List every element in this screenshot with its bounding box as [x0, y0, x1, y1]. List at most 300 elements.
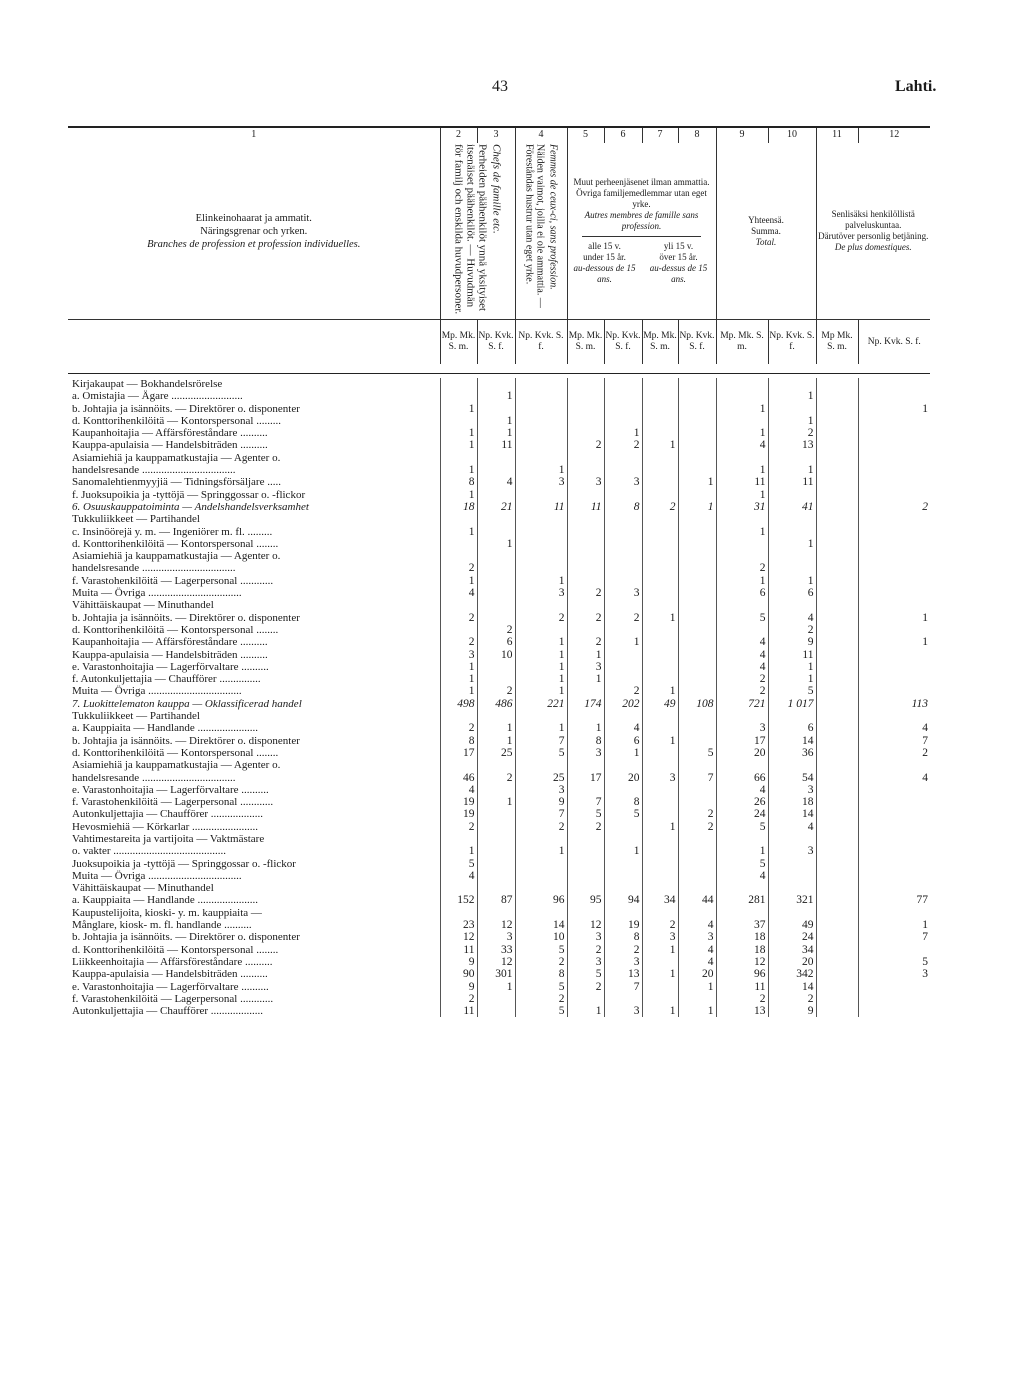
- cell-col-9: [716, 452, 768, 464]
- cell-col-8: [678, 513, 716, 525]
- cell-col-11: [816, 390, 858, 402]
- cell-col-10: 9: [768, 636, 816, 648]
- cell-col-6: [604, 403, 642, 415]
- cell-col-4: [515, 624, 567, 636]
- cell-col-2: 8: [440, 476, 477, 488]
- cell-col-11: [816, 747, 858, 759]
- row-label: Asiamiehiä ja kauppamatkustajia — Agenter o.: [72, 759, 281, 772]
- cell-col-5: [567, 550, 604, 562]
- cell-col-10: [768, 526, 816, 538]
- cell-col-2: [440, 833, 477, 845]
- cell-col-9: 13: [716, 1005, 768, 1017]
- cell-col-8: 1: [678, 501, 716, 513]
- cell-col-11: [816, 562, 858, 574]
- cell-col-2: 1: [440, 489, 477, 501]
- cell-col-10: 2: [768, 427, 816, 439]
- cell-col-9: 1: [716, 526, 768, 538]
- cell-col-12: [858, 587, 930, 599]
- cell-col-7: [642, 378, 678, 390]
- cell-col-7: [642, 784, 678, 796]
- cell-col-11: [816, 612, 858, 624]
- cell-col-9: 4: [716, 870, 768, 882]
- cell-col-10: 18: [768, 796, 816, 808]
- cell-col-3: 1: [477, 735, 515, 747]
- cell-col-4: 5: [515, 944, 567, 956]
- cell-col-3: [477, 993, 515, 1005]
- cell-col-10: 1: [768, 390, 816, 402]
- cell-col-11: [816, 894, 858, 906]
- cell-col-11: [816, 415, 858, 427]
- cell-col-7: [642, 587, 678, 599]
- cell-col-3: [477, 759, 515, 771]
- cell-col-3: 33: [477, 944, 515, 956]
- cell-col-4: 2: [515, 993, 567, 1005]
- cell-col-12: 113: [858, 698, 930, 710]
- cell-col-8: 7: [678, 772, 716, 784]
- cell-col-8: [678, 649, 716, 661]
- cell-col-3: 2: [477, 685, 515, 697]
- members-header-fi: Muut perheenjäsenet ilman ammattia.: [573, 177, 710, 187]
- cell-col-10: 13: [768, 439, 816, 451]
- cell-col-11: [816, 735, 858, 747]
- cell-col-11: [816, 870, 858, 882]
- cell-col-5: [567, 784, 604, 796]
- cell-col-4: 96: [515, 894, 567, 906]
- cell-col-3: [477, 808, 515, 820]
- cell-col-11: [816, 858, 858, 870]
- cell-col-9: 281: [716, 894, 768, 906]
- table-row: [68, 882, 930, 894]
- cell-col-7: 1: [642, 735, 678, 747]
- cell-col-7: [642, 452, 678, 464]
- cell-col-5: [567, 599, 604, 611]
- cell-col-9: 1: [716, 575, 768, 587]
- col-num-7: 7: [642, 128, 678, 143]
- cell-col-7: 2: [642, 501, 678, 513]
- cell-col-10: 11: [768, 649, 816, 661]
- cell-col-11: [816, 550, 858, 562]
- cell-col-9: [716, 599, 768, 611]
- table-row: [68, 538, 930, 550]
- cell-col-7: [642, 808, 678, 820]
- page-number: 43: [492, 78, 508, 95]
- cell-col-5: [567, 759, 604, 771]
- cell-col-8: 44: [678, 894, 716, 906]
- cell-col-3: [477, 526, 515, 538]
- cell-col-8: [678, 661, 716, 673]
- cell-col-4: [515, 562, 567, 574]
- cell-col-7: 34: [642, 894, 678, 906]
- cell-col-6: 3: [604, 1005, 642, 1017]
- cell-col-11: [816, 845, 858, 857]
- cell-col-5: 2: [567, 981, 604, 993]
- cell-col-9: [716, 378, 768, 390]
- total-header-sv: Summa.: [751, 225, 781, 236]
- row-label: e. Varastonhoitajia — Lagerförvaltare ..........: [72, 660, 269, 673]
- cell-col-5: [567, 833, 604, 845]
- cell-col-9: [716, 759, 768, 771]
- unit-11: Mp Mk. S. m.: [816, 320, 858, 365]
- row-label: f. Varastohenkilöitä — Lagerpersonal ............: [72, 574, 274, 587]
- total-header-fr: Total.: [755, 236, 777, 247]
- cell-col-3: 3: [477, 931, 515, 943]
- unit-5: Mp. Mk. S. m.: [567, 320, 604, 365]
- cell-col-5: 2: [567, 439, 604, 451]
- cell-col-5: 2: [567, 636, 604, 648]
- under-15-fr: au-dessous de 15 ans.: [573, 263, 636, 284]
- cell-col-6: 3: [604, 587, 642, 599]
- cell-col-11: [816, 808, 858, 820]
- row-label: d. Konttorihenkilöitä — Kontorspersonal ........: [72, 746, 279, 759]
- cell-col-8: [678, 587, 716, 599]
- row-label: Muita — Övriga ..................................: [72, 869, 242, 882]
- cell-col-8: [678, 784, 716, 796]
- cell-col-9: 4: [716, 649, 768, 661]
- table-row: [68, 722, 930, 734]
- table-row: [68, 858, 930, 870]
- cell-col-9: 5: [716, 858, 768, 870]
- cell-col-2: 3: [440, 649, 477, 661]
- cell-col-12: 2: [858, 747, 930, 759]
- cell-col-3: [477, 612, 515, 624]
- cell-col-5: 12: [567, 919, 604, 931]
- total-header: [716, 143, 816, 320]
- table-row: [68, 870, 930, 882]
- table-row: [68, 685, 930, 697]
- cell-col-7: [642, 526, 678, 538]
- cell-col-9: [716, 907, 768, 919]
- age-groups: [568, 241, 716, 285]
- cell-col-2: 5: [440, 858, 477, 870]
- cell-col-8: 4: [678, 944, 716, 956]
- cell-col-12: [858, 944, 930, 956]
- cell-col-5: 2: [567, 612, 604, 624]
- cell-col-3: [477, 489, 515, 501]
- cell-col-7: [642, 956, 678, 968]
- cell-col-2: 4: [440, 784, 477, 796]
- cell-col-10: 11: [768, 476, 816, 488]
- row-label: a. Kauppiaita — Handlande ......................: [72, 722, 259, 735]
- table-row: [68, 649, 930, 661]
- cell-col-6: [604, 821, 642, 833]
- cell-col-6: 5: [604, 808, 642, 820]
- cell-col-5: [567, 538, 604, 550]
- cell-col-2: [440, 759, 477, 771]
- cell-col-12: 7: [858, 735, 930, 747]
- cell-col-10: 4: [768, 821, 816, 833]
- cell-col-5: [567, 464, 604, 476]
- unit-10: Np. Kvk. S. f.: [768, 320, 816, 365]
- cell-col-3: 1: [477, 722, 515, 734]
- cell-col-6: 2: [604, 612, 642, 624]
- cell-col-10: 14: [768, 981, 816, 993]
- unit-12: Np. Kvk. S. f.: [858, 320, 930, 365]
- row-label: e. Varastonhoitajia — Lagerförvaltare ..........: [72, 980, 269, 993]
- cell-col-11: [816, 427, 858, 439]
- row-label: Vahtimestareita ja vartijoita — Vaktmästare: [72, 832, 265, 845]
- cell-col-11: [816, 1005, 858, 1017]
- table-row: [68, 513, 930, 525]
- table-row: [68, 550, 930, 562]
- cell-col-8: [678, 759, 716, 771]
- cell-col-10: 1: [768, 575, 816, 587]
- cell-col-5: 2: [567, 821, 604, 833]
- cell-col-4: [515, 513, 567, 525]
- cell-col-8: [678, 427, 716, 439]
- column-header: [68, 128, 930, 364]
- cell-col-5: 7: [567, 796, 604, 808]
- cell-col-6: [604, 415, 642, 427]
- cell-col-12: 1: [858, 636, 930, 648]
- cell-col-7: [642, 882, 678, 894]
- cell-col-3: [477, 513, 515, 525]
- cell-col-5: 3: [567, 956, 604, 968]
- cell-col-3: [477, 599, 515, 611]
- cell-col-10: 9: [768, 1005, 816, 1017]
- cell-col-7: [642, 513, 678, 525]
- cell-col-9: 3: [716, 722, 768, 734]
- cell-col-11: [816, 513, 858, 525]
- cell-col-10: [768, 882, 816, 894]
- cell-col-8: [678, 403, 716, 415]
- cell-col-11: [816, 968, 858, 980]
- cell-col-10: 20: [768, 956, 816, 968]
- cell-col-11: [816, 833, 858, 845]
- cell-col-5: 11: [567, 501, 604, 513]
- cell-col-12: [858, 759, 930, 771]
- cell-col-4: [515, 403, 567, 415]
- heads-header-fr: Chefs de famille etc.: [490, 143, 503, 234]
- cell-col-10: [768, 907, 816, 919]
- unit-8: Np. Kvk. S. f.: [678, 320, 716, 365]
- cell-col-8: 1: [678, 981, 716, 993]
- cell-col-6: 1: [604, 747, 642, 759]
- cell-col-7: [642, 403, 678, 415]
- cell-col-9: 24: [716, 808, 768, 820]
- cell-col-8: [678, 452, 716, 464]
- table-row: [68, 575, 930, 587]
- cell-col-4: [515, 858, 567, 870]
- cell-col-4: 221: [515, 698, 567, 710]
- cell-col-7: [642, 759, 678, 771]
- cell-col-4: 7: [515, 735, 567, 747]
- cell-col-10: [768, 759, 816, 771]
- cell-col-2: 2: [440, 562, 477, 574]
- cell-col-3: [477, 403, 515, 415]
- unit-4: Np. Kvk. S. f.: [515, 320, 567, 365]
- cell-col-8: [678, 833, 716, 845]
- table-row: [68, 759, 930, 771]
- cell-col-4: 10: [515, 931, 567, 943]
- cell-col-5: [567, 882, 604, 894]
- cell-col-6: [604, 599, 642, 611]
- cell-col-7: [642, 710, 678, 722]
- table-row: [68, 378, 930, 390]
- table-row: [68, 821, 930, 833]
- cell-col-11: [816, 784, 858, 796]
- cell-col-12: [858, 649, 930, 661]
- cell-col-6: 2: [604, 439, 642, 451]
- table-row: [68, 476, 930, 488]
- cell-col-7: [642, 550, 678, 562]
- cell-col-2: 2: [440, 722, 477, 734]
- cell-col-10: 14: [768, 808, 816, 820]
- row-label: a. Kauppiaita — Handlande ......................: [72, 894, 259, 907]
- cell-col-4: 2: [515, 956, 567, 968]
- cell-col-7: [642, 747, 678, 759]
- table-row: [68, 562, 930, 574]
- cell-col-10: 4: [768, 612, 816, 624]
- cell-col-11: [816, 698, 858, 710]
- cell-col-7: 1: [642, 439, 678, 451]
- cell-col-7: [642, 599, 678, 611]
- table-row: [68, 710, 930, 722]
- row-label: Asiamiehiä ja kauppamatkustajia — Agenter o.: [72, 550, 281, 563]
- cell-col-6: [604, 710, 642, 722]
- cell-col-8: [678, 735, 716, 747]
- cell-col-6: [604, 858, 642, 870]
- cell-col-12: [858, 685, 930, 697]
- cell-col-10: [768, 550, 816, 562]
- row-label: c. Insinöörejä y. m. — Ingeniörer m. fl. .........: [72, 525, 273, 538]
- cell-col-9: 721: [716, 698, 768, 710]
- col-num-6: 6: [604, 128, 642, 143]
- row-label: d. Konttorihenkilöitä — Kontorspersonal ........: [72, 537, 279, 550]
- cell-col-12: [858, 833, 930, 845]
- cell-col-5: 5: [567, 808, 604, 820]
- row-label: d. Konttorihenkilöitä — Kontorspersonal .........: [72, 414, 281, 427]
- cell-col-3: 21: [477, 501, 515, 513]
- cell-col-2: [440, 882, 477, 894]
- table-row: [68, 968, 930, 980]
- members-header-sv: Övriga familjemedlemmar utan eget yrke.: [576, 188, 707, 209]
- cell-col-6: [604, 993, 642, 1005]
- cell-col-12: 1: [858, 403, 930, 415]
- cell-col-10: 6: [768, 587, 816, 599]
- col-num-10: 10: [768, 128, 816, 143]
- row-label: Kaupanhoitajia — Affärsföreståndare ..........: [72, 636, 268, 649]
- col-num-12: 12: [858, 128, 930, 143]
- cell-col-12: [858, 981, 930, 993]
- cell-col-6: 3: [604, 476, 642, 488]
- cell-col-4: [515, 427, 567, 439]
- cell-col-3: [477, 882, 515, 894]
- cell-col-7: [642, 981, 678, 993]
- cell-col-8: [678, 685, 716, 697]
- cell-col-6: [604, 907, 642, 919]
- cell-col-8: [678, 845, 716, 857]
- cell-col-3: [477, 562, 515, 574]
- cell-col-12: [858, 513, 930, 525]
- row-label: Tukkuliikkeet — Partihandel: [72, 513, 200, 526]
- table-row: [68, 944, 930, 956]
- table-row: [68, 415, 930, 427]
- cell-col-4: [515, 759, 567, 771]
- cell-col-3: [477, 870, 515, 882]
- cell-col-4: [515, 870, 567, 882]
- cell-col-6: 94: [604, 894, 642, 906]
- cell-col-5: [567, 858, 604, 870]
- cell-col-3: [477, 673, 515, 685]
- cell-col-9: 12: [716, 956, 768, 968]
- cell-col-6: [604, 784, 642, 796]
- table-row: [68, 833, 930, 845]
- row-label: Muita — Övriga ..................................: [72, 587, 242, 600]
- cell-col-5: 5: [567, 968, 604, 980]
- cell-col-5: [567, 513, 604, 525]
- row-label: Liikkeenhoitajia — Affärsföreståndare ..........: [72, 955, 273, 968]
- cell-col-8: [678, 439, 716, 451]
- cell-col-6: [604, 538, 642, 550]
- cell-col-7: [642, 845, 678, 857]
- cell-col-3: [477, 575, 515, 587]
- cell-col-11: [816, 796, 858, 808]
- cell-col-3: [477, 452, 515, 464]
- cell-col-10: [768, 513, 816, 525]
- cell-col-4: [515, 378, 567, 390]
- cell-col-3: 12: [477, 956, 515, 968]
- col-num-2: 2: [440, 128, 477, 143]
- cell-col-11: [816, 673, 858, 685]
- row-label: b. Johtajia ja isännöits. — Direktörer o. disponenter: [72, 931, 300, 944]
- cell-col-11: [816, 685, 858, 697]
- over-15-fi: yli 15 v.: [663, 241, 694, 251]
- table-row: [68, 624, 930, 636]
- cell-col-5: 3: [567, 747, 604, 759]
- cell-col-8: 4: [678, 956, 716, 968]
- cell-col-5: 1: [567, 1005, 604, 1017]
- cell-col-7: [642, 907, 678, 919]
- cell-col-9: 26: [716, 796, 768, 808]
- cell-col-12: [858, 624, 930, 636]
- cell-col-6: 19: [604, 919, 642, 931]
- cell-col-12: [858, 599, 930, 611]
- cell-col-6: [604, 464, 642, 476]
- cell-col-3: 87: [477, 894, 515, 906]
- header-rule: [68, 373, 930, 374]
- cell-col-3: [477, 378, 515, 390]
- cell-col-7: [642, 476, 678, 488]
- total-header-fi: Yhteensä.: [748, 214, 784, 225]
- members-header-fr: Autres membres de famille sans profession.: [584, 210, 699, 231]
- cell-col-2: [440, 378, 477, 390]
- domestics-header-sv: Därutöver personlig betjäning.: [818, 231, 929, 241]
- cell-col-2: [440, 513, 477, 525]
- cell-col-10: [768, 489, 816, 501]
- cell-col-5: [567, 378, 604, 390]
- cell-col-5: 1: [567, 722, 604, 734]
- col-num-9: 9: [716, 128, 768, 143]
- table-row: [68, 956, 930, 968]
- cell-col-5: 2: [567, 587, 604, 599]
- cell-col-6: [604, 882, 642, 894]
- cell-col-5: 17: [567, 772, 604, 784]
- row-label: Kauppa-apulaisia — Handelsbiträden ..........: [72, 439, 268, 452]
- cell-col-12: 1: [858, 919, 930, 931]
- row-label: d. Konttorihenkilöitä — Kontorspersonal ........: [72, 623, 279, 636]
- cell-col-2: [440, 452, 477, 464]
- cell-col-3: 11: [477, 439, 515, 451]
- cell-col-2: [440, 624, 477, 636]
- cell-col-8: [678, 489, 716, 501]
- cell-col-4: [515, 538, 567, 550]
- heads-header: [440, 143, 515, 320]
- cell-col-8: [678, 612, 716, 624]
- cell-col-6: [604, 673, 642, 685]
- cell-col-8: [678, 673, 716, 685]
- cell-col-2: 1: [440, 464, 477, 476]
- cell-col-10: 24: [768, 931, 816, 943]
